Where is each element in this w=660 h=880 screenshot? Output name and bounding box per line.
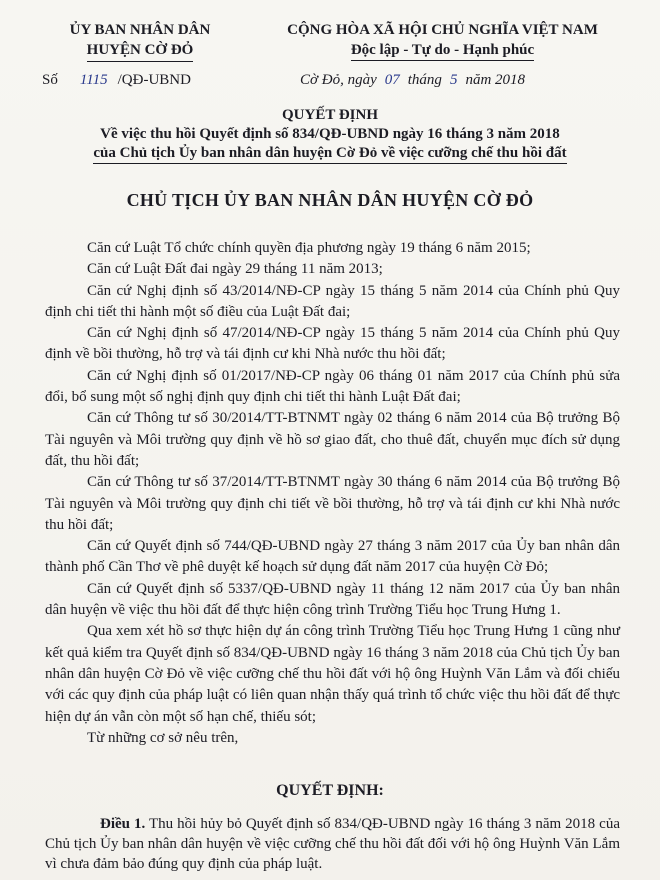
subtitle-line2: của Chủ tịch Ủy ban nhân dân huyện Cờ Đỏ về việc cưỡng chế thu hồi đất	[93, 144, 566, 164]
handwritten-day: 07	[384, 72, 400, 88]
so-label: Số	[42, 72, 58, 88]
national-header	[250, 20, 635, 61]
conclusion-paragraph: Từ những cơ sở nêu trên,	[87, 729, 239, 746]
decision-heading: QUYẾT ĐỊNH:	[276, 782, 384, 799]
basis-paragraph: Căn cứ Quyết định số 744/QĐ-UBND ngày 27 tháng 3 năm 2017 của Ủy ban nhân dân thành phố Cần Thơ về phê duyệt kế hoạch sử dụng đất năm 2017 của huyện Cờ Đỏ;	[45, 538, 620, 576]
date-prefix: Cờ Đỏ, ngày	[300, 72, 377, 88]
basis-paragraph: Căn cứ Nghị định số 47/2014/NĐ-CP ngày 15 tháng 5 năm 2014 của Chính phủ Quy định về bồi thường, hỗ trợ và tái định cư khi Nhà nước thu hồi đất;	[45, 325, 620, 363]
place-date	[300, 72, 525, 89]
basis-paragraph: Căn cứ Nghị định số 01/2017/NĐ-CP ngày 06 tháng 01 năm 2017 của Chính phủ sửa đổi, bổ sung một số nghị định quy định chi tiết thi hành Luật Đất đai;	[45, 367, 620, 406]
article-text: Thu hồi hủy bỏ Quyết định số 834/QĐ-UBND ngày 16 tháng 3 năm 2018 của Chủ tịch Ủy ban nhân dân huyện về việc cưỡng chế thu hồi đất đối với hộ ông Huỳnh Văn Lắm vì chưa đảm bảo đúng quy định của pháp luật.	[45, 816, 621, 872]
subtitle-line1: Về việc thu hồi Quyết định số 834/QĐ-UBND ngày 16 tháng 3 năm 2018	[100, 126, 560, 142]
basis-paragraph: Căn cứ Luật Tổ chức chính quyền địa phương ngày 19 tháng 6 năm 2015;	[87, 240, 531, 256]
agency-line2: HUYỆN CỜ ĐỎ	[87, 40, 194, 62]
year-text: năm 2018	[465, 72, 526, 88]
agency-line1: ỦY BAN NHÂN DÂN	[69, 22, 211, 38]
motto: Độc lập - Tự do - Hạnh phúc	[351, 40, 534, 61]
basis-paragraph: Căn cứ Nghị định số 43/2014/NĐ-CP ngày 15 tháng 5 năm 2014 của Chính phủ Quy định chi tiết thi hành một số điều của Luật Đất đai;	[45, 282, 620, 320]
agency-header	[40, 20, 240, 62]
country-line: CỘNG HÒA XÃ HỘI CHỦ NGHĨA VIỆT NAM	[287, 22, 598, 38]
article-label: Điều 1.	[100, 816, 146, 832]
title-main: QUYẾT ĐỊNH	[282, 107, 378, 123]
basis-paragraph: Căn cứ Quyết định số 5337/QĐ-UBND ngày 11 tháng 12 năm 2017 của Ủy ban nhân dân huyện về việc thu hồi đất để thực hiện công trình Trường Tiểu học Trung Hưng 1.	[45, 580, 620, 619]
document-number	[42, 72, 191, 89]
article-1	[45, 814, 620, 874]
number-suffix: /QĐ-UBND	[117, 72, 191, 88]
issuer-heading: CHỦ TỊCH ỦY BAN NHÂN DÂN HUYỆN CỜ ĐỎ	[126, 190, 534, 210]
legal-bases	[45, 238, 620, 749]
basis-paragraph: Căn cứ Thông tư số 37/2014/TT-BTNMT ngày 30 tháng 6 năm 2014 của Bộ trưởng Bộ Tài nguyên và Môi trường quy định chi tiết về bồi thường, hỗ trợ và tái định cư khi Nhà nước thu hồi đất;	[45, 474, 620, 533]
decision-title	[30, 106, 630, 164]
review-paragraph: Qua xem xét hồ sơ thực hiện dự án công trình Trường Tiểu học Trung Hưng 1 cũng như kết quả kiểm tra Quyết định số 834/QĐ-UBND ngày 16 tháng 3 năm 2018 của Chủ tịch Ủy ban nhân dân huyện Cờ Đỏ về việc cưỡng chế thu hồi đất với hộ ông Huỳnh Văn Lắm và đối chiếu với các quy định của pháp luật có liên quan nhận thấy quá trình tổ chức việc thu hồi đất để thực hiện dự án vẫn còn một số hạn chế, thiếu sót;	[45, 623, 620, 725]
handwritten-month: 5	[449, 72, 458, 88]
basis-paragraph: Căn cứ Luật Đất đai ngày 29 tháng 11 năm 2013;	[87, 261, 383, 278]
handwritten-number: 1115	[79, 72, 108, 88]
basis-paragraph: Căn cứ Thông tư số 30/2014/TT-BTNMT ngày 02 tháng 6 năm 2014 của Bộ trưởng Bộ Tài nguyên và Môi trường quy định về hồ sơ giao đất, cho thuê đất, chuyển mục đích sử dụng đất, thu hồi đất;	[45, 410, 620, 469]
month-label: tháng	[407, 72, 442, 88]
